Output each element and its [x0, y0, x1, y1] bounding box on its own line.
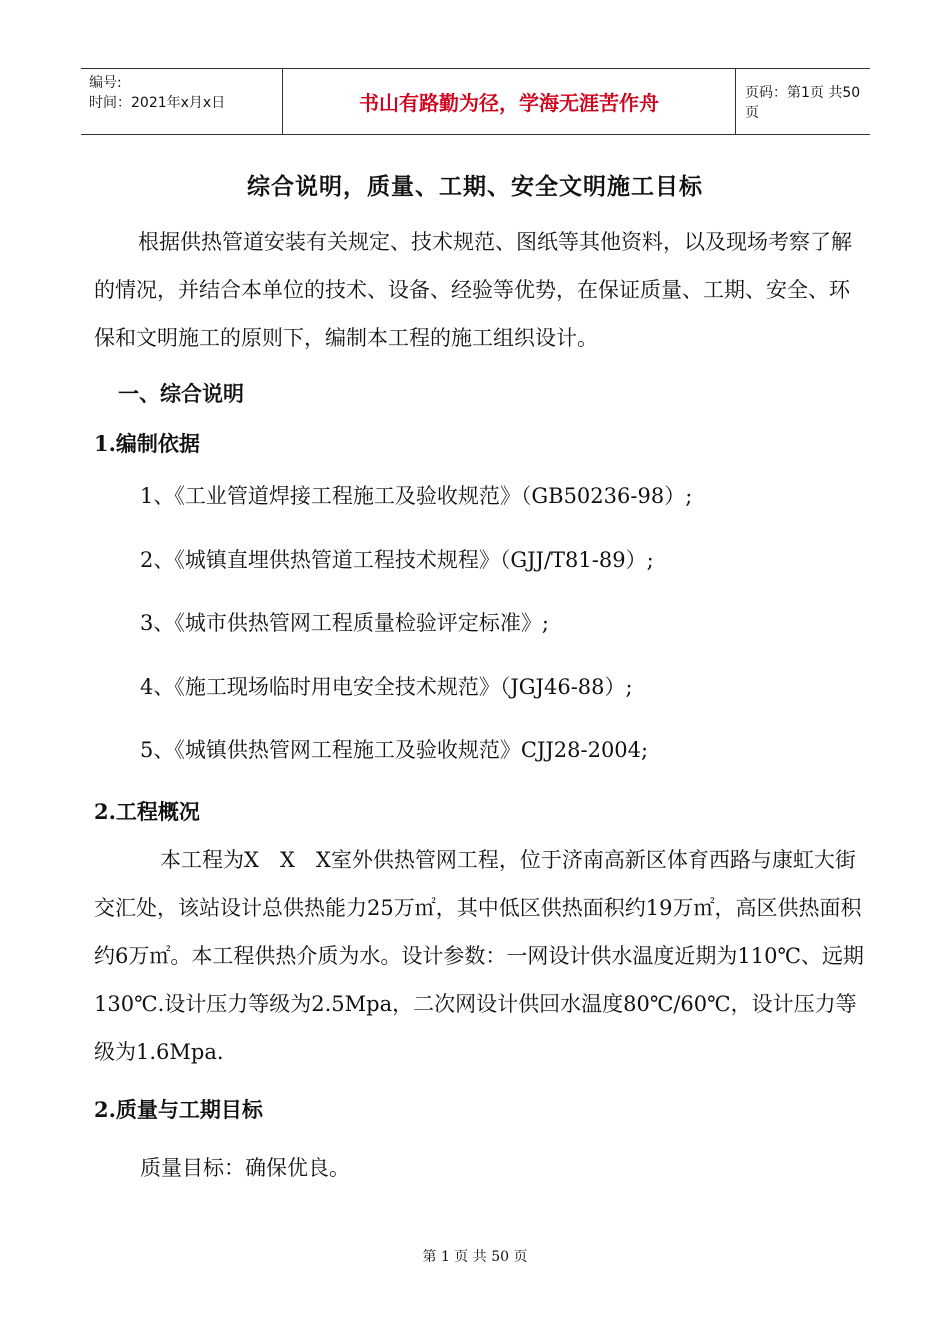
page-footer: 第 1 页 共 50 页 — [422, 1249, 528, 1265]
header-motto: 书山有路勤为径，学海无涯苦作舟 — [282, 69, 736, 134]
intro-text: 根据供热管道安装有关规定、技术规范、图纸等其他资料，以及现场考察了解的情况，并结合本单位的技术、设备、经验等优势，在保证质量、工期、安全、环保和文明施工的原则下，编制本工程的施工组织设计。 — [94, 230, 852, 350]
number-label: 编号: — [89, 75, 122, 91]
quality-goal: 质量目标：确保优良。 — [140, 1156, 350, 1180]
overview-text: 本工程为X X X室外供热管网工程，位于济南高新区体育西路与康虹大街交汇处，该站设计总供热能力25万㎡，其中低区供热面积约19万㎡，高区供热面积约6万㎡。本工程供热介质为水。设计参数：一网设计供水温度近期为110℃、远期130℃.设计压力等级为2.5Mpa，二次网设计供回水温度80℃/60℃，设计压力等级为1.6Mpa. — [94, 848, 864, 1064]
list-item: 1、《工业管道焊接工程施工及验收规范》（GB50236-98）; — [140, 484, 693, 508]
list-item: 4、《施工现场临时用电安全技术规范》（JGJ46-88）; — [140, 675, 633, 699]
section-heading: 一、综合说明 — [118, 381, 244, 406]
list-item: 2、《城镇直埋供热管道工程技术规程》（GJJ/T81-89）; — [140, 548, 654, 572]
header-page-info: 页码：第1页 共50页 — [745, 84, 861, 121]
time-label: 时间：2021年x月x日 — [89, 95, 226, 111]
header-meta — [81, 69, 282, 134]
subsection-heading: 1.编制依据 — [94, 431, 200, 456]
subsection-heading: 2.质量与工期目标 — [94, 1097, 263, 1122]
page-header — [81, 68, 870, 135]
document-title: 综合说明，质量、工期、安全文明施工目标 — [247, 173, 703, 200]
list-item: 5、《城镇供热管网工程施工及验收规范》CJJ28-2004; — [140, 738, 649, 762]
intro-paragraph — [94, 218, 864, 362]
list-item: 3、《城市供热管网工程质量检验评定标准》; — [140, 611, 549, 635]
overview-paragraph — [94, 836, 864, 1076]
subsection-heading: 2.工程概况 — [94, 799, 200, 824]
